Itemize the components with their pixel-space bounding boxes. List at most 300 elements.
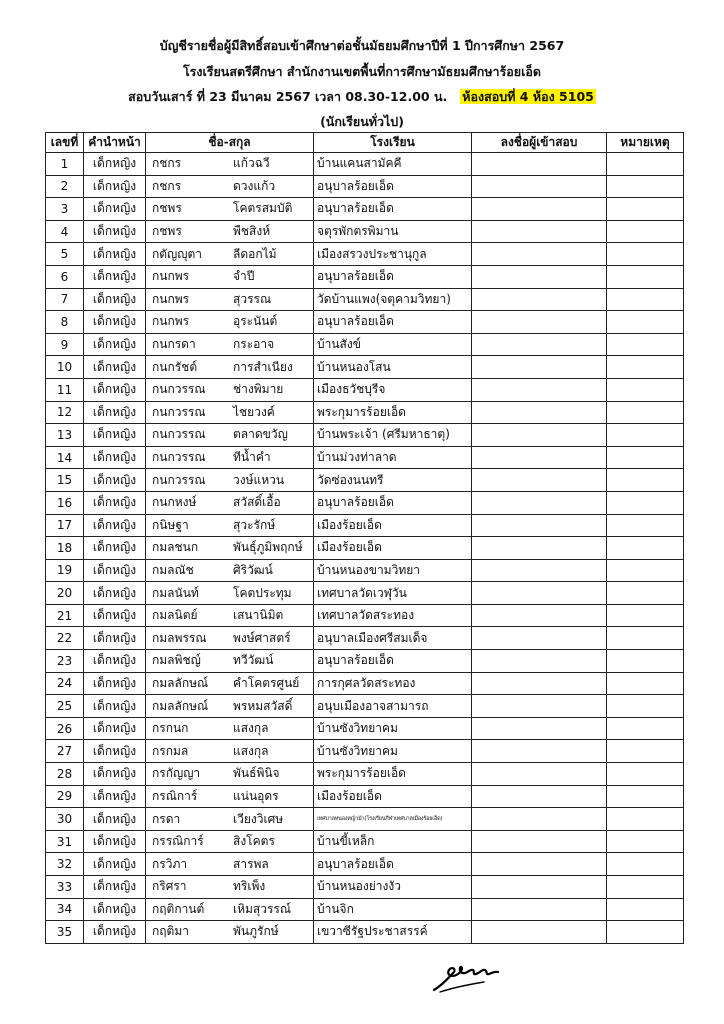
cell-signature[interactable] [472,830,607,853]
cell-name [146,717,314,740]
first-name: กนกวรรณ [152,427,206,442]
cell-signature[interactable] [472,921,607,944]
cell-number: 27 [46,740,84,763]
last-name: ช่างพิมาย [233,382,284,397]
last-name: ทีน้ำคำ [233,450,271,465]
cell-title: เด็กหญิง [84,898,146,921]
cell-title: เด็กหญิง [84,740,146,763]
table-row [46,898,684,921]
last-name: แสงกุล [233,721,269,736]
header-title: คำนำหน้า [84,133,146,153]
table-row [46,672,684,695]
cell-school: อนุบาลร้อยเอ็ด [314,491,472,514]
cell-title: เด็กหญิง [84,785,146,808]
first-name: กชกร [152,156,182,171]
cell-remarks [607,175,684,198]
cell-name [146,627,314,650]
cell-signature[interactable] [472,559,607,582]
first-name: กชพร [152,201,182,216]
cell-signature[interactable] [472,220,607,243]
cell-school: อนุบาลร้อยเอ็ด [314,175,472,198]
cell-name [146,582,314,605]
cell-title: เด็กหญิง [84,153,146,176]
cell-title: เด็กหญิง [84,198,146,221]
cell-remarks [607,198,684,221]
cell-title: เด็กหญิง [84,446,146,469]
cell-remarks [607,921,684,944]
cell-name [146,311,314,334]
cell-school: พระกุมารร้อยเอ็ด [314,401,472,424]
cell-school: บ้านขี้เหล็ก [314,830,472,853]
table-row [46,808,684,831]
cell-title: เด็กหญิง [84,401,146,424]
cell-remarks [607,876,684,899]
cell-number: 7 [46,288,84,311]
cell-number: 11 [46,378,84,401]
cell-school: บ้านหนองโสน [314,356,472,379]
cell-signature[interactable] [472,672,607,695]
cell-number: 15 [46,469,84,492]
cell-number: 9 [46,333,84,356]
cell-remarks [607,378,684,401]
table-row [46,288,684,311]
cell-number: 5 [46,243,84,266]
cell-remarks [607,514,684,537]
cell-remarks [607,627,684,650]
cell-number: 12 [46,401,84,424]
cell-number: 19 [46,559,84,582]
cell-number: 1 [46,153,84,176]
cell-title: เด็กหญิง [84,717,146,740]
cell-school: บ้านซังวิทยาคม [314,717,472,740]
cell-name [146,491,314,514]
cell-number: 10 [46,356,84,379]
table-row [46,582,684,605]
school-and-office: โรงเรียนสตรีศึกษา สำนักงานเขตพื้นที่การศึกษามัธยมศึกษาร้อยเอ็ด [182,64,542,79]
last-name: ดวงแก้ว [233,178,276,193]
cell-name [146,785,314,808]
table-row [46,446,684,469]
cell-remarks [607,763,684,786]
first-name: กรณิการ์ [152,788,198,803]
handwritten-signature [432,960,502,994]
cell-number: 29 [46,785,84,808]
cell-remarks [607,740,684,763]
cell-name [146,424,314,447]
cell-title: เด็กหญิง [84,582,146,605]
cell-signature[interactable] [472,898,607,921]
first-name: กมลชนก [152,540,199,555]
cell-number: 13 [46,424,84,447]
cell-school: การกุศลวัดสระทอง [314,672,472,695]
table-row [46,604,684,627]
cell-title: เด็กหญิง [84,604,146,627]
cell-name [146,333,314,356]
cell-name [146,763,314,786]
cell-title: เด็กหญิง [84,921,146,944]
cell-remarks [607,243,684,266]
cell-number: 22 [46,627,84,650]
cell-signature[interactable] [472,853,607,876]
cell-number: 18 [46,537,84,560]
cell-title: เด็กหญิง [84,537,146,560]
cell-signature[interactable] [472,537,607,560]
header-school: โรงเรียน [314,133,472,153]
cell-school: พระกุมารร้อยเอ็ด [314,763,472,786]
cell-school: จตุรพักตรพิมาน [314,220,472,243]
table-row [46,153,684,176]
cell-number: 26 [46,717,84,740]
table-row [46,401,684,424]
cell-title: เด็กหญิง [84,424,146,447]
cell-school: อนุบาลเมืองศรีสมเด็จ [314,627,472,650]
table-row [46,333,684,356]
cell-remarks [607,582,684,605]
cell-name [146,808,314,831]
header-remarks: หมายเหตุ [607,133,684,153]
cell-signature[interactable] [472,785,607,808]
cell-number: 8 [46,311,84,334]
cell-number: 23 [46,650,84,673]
cell-remarks [607,356,684,379]
cell-signature[interactable] [472,265,607,288]
cell-number: 33 [46,876,84,899]
cell-title: เด็กหญิง [84,830,146,853]
cell-school: อนุบเมืองอาจสามารถ [314,695,472,718]
last-name: ไชยวงค์ [233,404,275,419]
last-name: สิงโคตร [233,834,275,849]
cell-remarks [607,898,684,921]
last-name: ทริเพ็ง [233,879,266,894]
last-name: แก้วฉวี [233,156,270,171]
cell-name [146,853,314,876]
cell-remarks [607,491,684,514]
cell-school: อนุบาลร้อยเอ็ด [314,198,472,221]
first-name: กฤติกานต์ [152,901,205,916]
first-name: กมลนันท์ [152,585,199,600]
last-name: พืชสิงห์ [233,224,271,239]
last-name: วงษ์แหวน [233,472,285,487]
cell-number: 34 [46,898,84,921]
cell-signature[interactable] [472,808,607,831]
first-name: กมลนิตย์ [152,608,198,623]
cell-name [146,672,314,695]
first-name: กนกพร [152,269,190,284]
cell-school: บ้านพระเจ้า (ศรีมหาธาตุ) [314,424,472,447]
cell-number: 32 [46,853,84,876]
header-name: ชื่อ-สกุล [146,133,314,153]
cell-title: เด็กหญิง [84,808,146,831]
cell-signature[interactable] [472,740,607,763]
cell-title: เด็กหญิง [84,695,146,718]
first-name: กมลลักษณ์ [152,698,209,713]
cell-title: เด็กหญิง [84,876,146,899]
cell-title: เด็กหญิง [84,311,146,334]
cell-title: เด็กหญิง [84,469,146,492]
last-name: สวัสดิ์เอื้อ [233,495,281,510]
cell-school: เมืองร้อยเอ็ด [314,785,472,808]
cell-title: เด็กหญิง [84,175,146,198]
cell-remarks [607,604,684,627]
last-name: อุระนันต์ [233,314,278,329]
last-name: โคตรสมบัติ [233,201,293,216]
cell-signature[interactable] [472,153,607,176]
cell-number: 31 [46,830,84,853]
cell-name [146,356,314,379]
cell-signature[interactable] [472,446,607,469]
cell-title: เด็กหญิง [84,763,146,786]
cell-signature[interactable] [472,198,607,221]
cell-signature[interactable] [472,491,607,514]
cell-name [146,469,314,492]
cell-number: 14 [46,446,84,469]
cell-signature[interactable] [472,876,607,899]
last-name: คำโคตรศูนย์ [233,675,300,690]
cell-remarks [607,265,684,288]
cell-number: 3 [46,198,84,221]
cell-remarks [607,446,684,469]
cell-school: เมืองร้อยเอ็ด [314,537,472,560]
cell-signature[interactable] [472,604,607,627]
cell-number: 30 [46,808,84,831]
table-row [46,198,684,221]
header-number: เลขที่ [46,133,84,153]
cell-signature[interactable] [472,175,607,198]
cell-signature[interactable] [472,424,607,447]
table-row [46,921,684,944]
cell-title: เด็กหญิง [84,333,146,356]
cell-title: เด็กหญิง [84,514,146,537]
cell-name [146,876,314,899]
cell-title: เด็กหญิง [84,853,146,876]
cell-remarks [607,559,684,582]
cell-signature[interactable] [472,243,607,266]
cell-signature[interactable] [472,356,607,379]
table-row [46,830,684,853]
cell-name [146,153,314,176]
first-name: กรกมล [152,743,189,758]
cell-signature[interactable] [472,401,607,424]
cell-number: 2 [46,175,84,198]
first-name: กริศรา [152,879,187,894]
cell-school: บ้านหนองย่างงัว [314,876,472,899]
table-row [46,627,684,650]
table-row [46,469,684,492]
cell-title: เด็กหญิง [84,378,146,401]
cell-signature[interactable] [472,333,607,356]
cell-school: เขวาซีรัฐประชาสรรค์ [314,921,472,944]
first-name: กมลณัช [152,562,194,577]
last-name: พันภูรักษ์ [233,924,279,939]
cell-signature[interactable] [472,763,607,786]
last-name: จำปี [233,269,255,284]
cell-name [146,401,314,424]
roster-body [46,153,684,944]
cell-name [146,243,314,266]
cell-signature[interactable] [472,582,607,605]
cell-title: เด็กหญิง [84,559,146,582]
cell-school: เมืองธวัชบุรีจ [314,378,472,401]
table-row [46,717,684,740]
table-row [46,311,684,334]
last-name: พันธุ์ภูมิพฤกษ์ [233,540,303,555]
cell-number: 4 [46,220,84,243]
table-row [46,537,684,560]
cell-name [146,921,314,944]
first-name: กรดา [152,811,181,826]
table-row [46,424,684,447]
cell-number: 6 [46,265,84,288]
cell-name [146,220,314,243]
table-row [46,650,684,673]
cell-signature[interactable] [472,695,607,718]
last-name: ลีดอกไม้ [233,246,277,261]
cell-school: บ้านหนองขามวิทยา [314,559,472,582]
cell-remarks [607,333,684,356]
table-row [46,876,684,899]
cell-school: อนุบาลร้อยเอ็ด [314,311,472,334]
cell-remarks [607,830,684,853]
last-name: ศิริวัฒน์ [233,562,273,577]
cell-remarks [607,650,684,673]
table-row [46,378,684,401]
first-name: กนกวรรณ [152,382,206,397]
cell-name [146,604,314,627]
last-name: สุวรรณ [233,291,272,306]
student-roster-table [45,132,684,944]
first-name: กชกร [152,178,182,193]
first-name: กตัญญุตา [152,246,203,261]
cell-name [146,378,314,401]
cell-signature[interactable] [472,288,607,311]
cell-number: 17 [46,514,84,537]
cell-name [146,265,314,288]
cell-remarks [607,469,684,492]
cell-number: 35 [46,921,84,944]
table-row [46,514,684,537]
table-row [46,220,684,243]
cell-number: 25 [46,695,84,718]
cell-title: เด็กหญิง [84,356,146,379]
cell-signature[interactable] [472,378,607,401]
cell-signature[interactable] [472,650,607,673]
last-name: เหิมสุวรรณ์ [233,901,292,916]
exam-date-and-room [0,87,724,107]
cell-remarks [607,672,684,695]
cell-name [146,514,314,537]
last-name: พันธ์พินิจ [233,766,280,781]
cell-title: เด็กหญิง [84,220,146,243]
cell-remarks [607,424,684,447]
cell-remarks [607,695,684,718]
cell-school: วัดซ่องนนทรี [314,469,472,492]
student-category: (นักเรียนทั่วไป) [320,114,404,129]
document-title: บัญชีรายชื่อผู้มีสิทธิ์สอบเข้าศึกษาต่อชั้นมัธยมศึกษาปีที่ 1 ปีการศึกษา 2567 [159,38,565,53]
cell-school: บ้านแคนสามัคคี [314,153,472,176]
first-name: กนกวรรณ [152,472,206,487]
cell-name [146,175,314,198]
first-name: กนิษฐา [152,517,189,532]
cell-remarks [607,537,684,560]
cell-school: บ้านซังวิทยาคม [314,740,472,763]
cell-name [146,898,314,921]
cell-signature[interactable] [472,627,607,650]
first-name: กมลพรรณ [152,630,207,645]
cell-number: 16 [46,491,84,514]
cell-remarks [607,401,684,424]
cell-signature[interactable] [472,514,607,537]
cell-school: บ้านม่วงท่าลาด [314,446,472,469]
first-name: กนกวรรณ [152,404,206,419]
table-header-row [46,133,684,153]
cell-remarks [607,853,684,876]
first-name: กรกัญญา [152,766,201,781]
table-row [46,491,684,514]
cell-signature[interactable] [472,469,607,492]
last-name: พงษ์ศาสตร์ [233,630,291,645]
cell-title: เด็กหญิง [84,288,146,311]
last-name: โคตประทุม [233,585,292,600]
first-name: กมลพิชญ์ [152,653,201,668]
cell-title: เด็กหญิง [84,491,146,514]
cell-name [146,446,314,469]
first-name: กนกพร [152,314,190,329]
last-name: แสงกุล [233,743,269,758]
cell-school: เทศบาลวัดเวฬุวัน [314,582,472,605]
cell-school: เมืองสรวงประชานุกูล [314,243,472,266]
last-name: การสำเนียง [233,359,293,374]
cell-name [146,559,314,582]
table-row [46,175,684,198]
first-name: กนกรัชต์ [152,359,198,374]
cell-school: อนุบาลร้อยเอ็ด [314,853,472,876]
last-name: ทวีวัฒน์ [233,653,274,668]
first-name: กมลลักษณ์ [152,675,209,690]
cell-school: บ้านสังข์ [314,333,472,356]
last-name: กระอาจ [233,337,275,352]
last-name: แน่นอุดร [233,788,279,803]
first-name: กรวิภา [152,856,188,871]
table-row [46,740,684,763]
cell-remarks [607,808,684,831]
cell-signature[interactable] [472,717,607,740]
cell-signature[interactable] [472,311,607,334]
table-row [46,265,684,288]
last-name: พรหมสวัสดิ์ [233,698,293,713]
table-row [46,356,684,379]
cell-title: เด็กหญิง [84,243,146,266]
last-name: สุวะรักษ์ [233,517,276,532]
cell-remarks [607,311,684,334]
cell-school: วัดบ้านแพง(จตุคามวิทยา) [314,288,472,311]
cell-remarks [607,153,684,176]
first-name: กนกวรรณ [152,450,206,465]
cell-name [146,740,314,763]
cell-title: เด็กหญิง [84,627,146,650]
table-row [46,559,684,582]
cell-name [146,650,314,673]
cell-remarks [607,288,684,311]
cell-remarks [607,717,684,740]
first-name: กฤติมา [152,924,189,939]
cell-school: อนุบาลร้อยเอ็ด [314,265,472,288]
cell-name [146,695,314,718]
last-name: เวียงวิเศษ [233,811,284,826]
cell-title: เด็กหญิง [84,672,146,695]
first-name: กรกนก [152,721,189,736]
cell-school: เมืองร้อยเอ็ด [314,514,472,537]
exam-date-time: สอบวันเสาร์ ที่ 23 มีนาคม 2567 เวลา 08.30-12.00 น. [128,89,448,104]
